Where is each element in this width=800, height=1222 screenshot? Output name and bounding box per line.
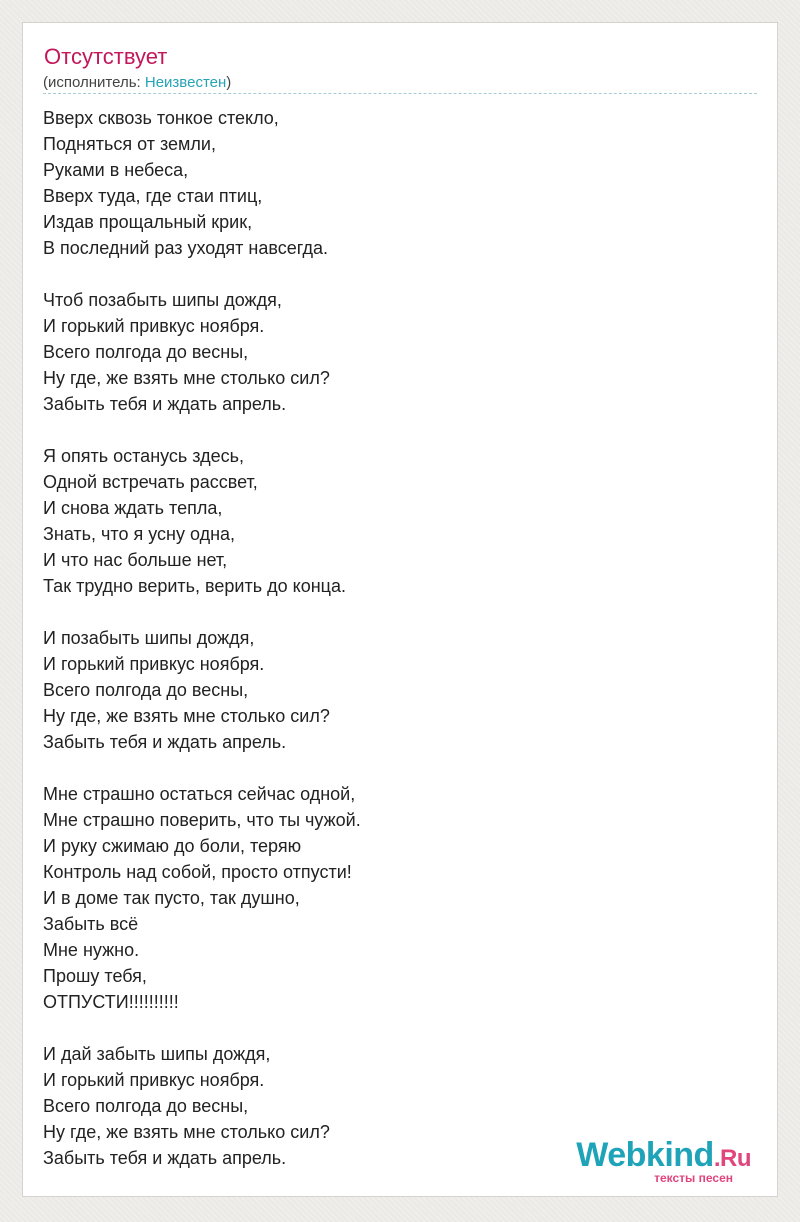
webkind-logo[interactable] [576,1138,751,1184]
lyric-line: Подняться от земли, [43,134,216,154]
lyric-line: И дай забыть шипы дождя, [43,1044,271,1064]
lyric-line: Прошу тебя, [43,966,147,986]
lyric-line: Руками в небеса, [43,160,189,180]
lyric-line: Так трудно верить, верить до конца. [43,576,346,596]
lyric-line: Мне нужно. [43,940,140,960]
artist-link[interactable]: Неизвестен [144,74,227,91]
lyric-line: Вверх туда, где стаи птиц, [43,186,263,206]
lyric-line: Всего полгода до весны, [43,1096,249,1116]
lyrics-text [43,105,743,1171]
lyric-line: Одной встречать рассвет, [43,472,258,492]
lyric-line: Ну где, же взять мне столько сил? [43,1122,330,1142]
lyric-line: И что нас больше нет, [43,550,228,570]
lyric-line: И горький привкус ноября. [43,654,265,674]
lyric-line: Контроль над собой, просто отпусти! [43,862,352,882]
lyric-line: Забыть тебя и ждать апрель. [43,394,287,414]
lyric-line: Я опять останусь здесь, [43,446,245,466]
lyric-line: Знать, что я усну одна, [43,524,236,544]
lyric-line: Вверх сквозь тонкое стекло, [43,108,279,128]
lyric-line: Ну где, же взять мне столько сил? [43,368,330,388]
stanza-gap [43,599,743,625]
logo-tagline: тексты песен [654,1171,733,1185]
stanza-gap [43,261,743,287]
lyric-line: Забыть тебя и ждать апрель. [43,732,287,752]
stanza-gap [43,755,743,781]
lyric-line: Мне страшно поверить, что ты чужой. [43,810,361,830]
lyric-line: Чтоб позабыть шипы дождя, [43,290,282,310]
lyric-line: И руку сжимаю до боли, теряю [43,836,302,856]
logo-main-text: Webkind [576,1136,714,1174]
subtitle-prefix: (исполнитель: [43,74,145,91]
subtitle-suffix: ) [226,74,232,91]
lyric-line: Забыть тебя и ждать апрель. [43,1148,287,1168]
logo-suffix: .Ru [713,1145,751,1172]
lyric-line: В последний раз уходят навсегда. [43,238,329,258]
lyric-line: Всего полгода до весны, [43,680,249,700]
lyric-line: И горький привкус ноября. [43,316,265,336]
stanza-gap [43,417,743,443]
song-title: Отсутствует [44,44,168,69]
lyric-line: И снова ждать тепла, [43,498,223,518]
lyric-line: И в доме так пусто, так душно, [43,888,300,908]
lyric-line: Мне страшно остаться сейчас одной, [43,784,356,804]
lyrics-card [22,22,778,1197]
lyric-line: Ну где, же взять мне столько сил? [43,706,330,726]
lyric-line: И позабыть шипы дождя, [43,628,255,648]
stanza-gap [43,1015,743,1041]
lyric-line: Всего полгода до весны, [43,342,249,362]
title-divider [43,93,757,94]
lyric-line: ОТПУСТИ!!!!!!!!!! [43,992,179,1012]
lyric-line: Забыть всё [43,914,139,934]
song-subtitle [43,73,231,93]
lyric-line: Издав прощальный крик, [43,212,253,232]
lyric-line: И горький привкус ноября. [43,1070,265,1090]
